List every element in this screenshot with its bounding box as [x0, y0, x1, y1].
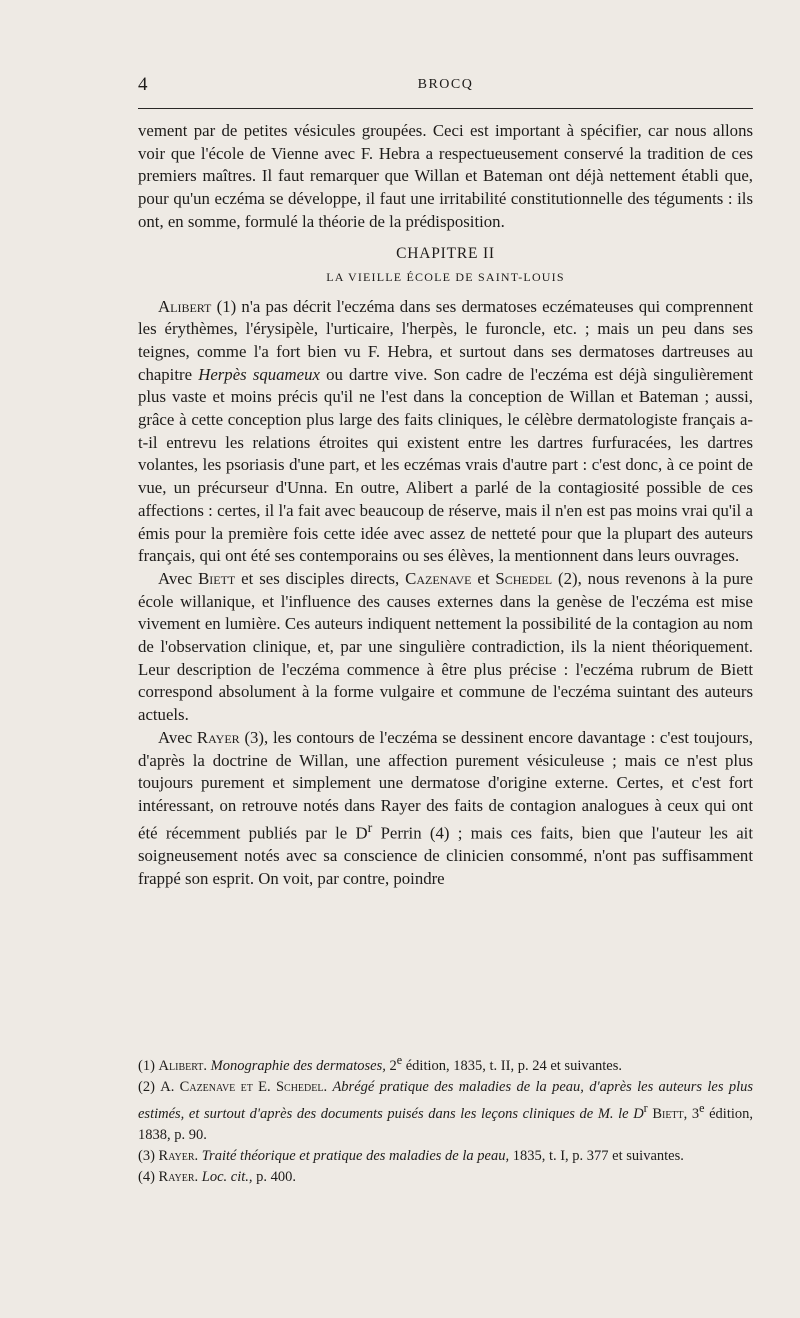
footnote-title: Monographie des dermatoses, [210, 1057, 386, 1074]
chapter-title: CHAPITRE II [396, 244, 495, 262]
footnote-title: Abrégé pratique des maladies de la peau, d'après les auteurs les plus estimés, et surtout d'après des documents puisés dans les leçons cliniques de M. le D [138, 1078, 753, 1122]
footnote-3 [138, 1146, 753, 1167]
running-head: BROCQ [417, 77, 474, 92]
paragraph-text: ou dartre vive. Son cadre de l'eczéma est déjà singulièrement plus vaste et moins précis qu'il ne l'est dans la conception de Willan et Bateman ; aussi, grâce à cette conception plus large des faits cliniques, le célèbre dermatologiste français a-t-il entrevu les relations étroites qui existent entre les dartres furfuracées, les dartres volantes, les psoriasis d'une part, et les eczémas vrais d'autre part : c'est donc, à ce point de vue, un précurseur d'Unna. En outre, Alibert a parlé de la contagiosité possible de ces affections : certes, il l'a fait avec beaucoup de réserve, mais il n'en est pas moins vrai qu'il a émis pour la première fois cette idée avec assez de netteté pour que la plupart des auteurs français, qui ont été ses contemporains ou ses élèves, la mentionnent dans leurs ouvrages. [138, 364, 753, 566]
footnote-title: Traité théorique et pratique des maladies de la peau, [201, 1147, 510, 1164]
superscript: e [396, 1053, 403, 1067]
body-text [138, 120, 753, 890]
paragraph-rayer [138, 727, 753, 891]
paragraph-text: (1) n'a pas décrit l'eczéma dans ses dermatoses eczémateuses qui comprennent les érythèmes, l'érysipèle, l'urticaire, l'herpès, le furoncle, etc. ; mais un peu dans ses teignes, comme l'a fort bien vu F. Hebra, et surtout dans ses dermatoses dartreuses au chapitre [138, 296, 753, 384]
footnote-text: 2 [385, 1057, 397, 1074]
footnote-number: (3) [138, 1147, 159, 1164]
footnote-author: Biett [652, 1105, 684, 1122]
superscript: r [643, 1100, 648, 1115]
footnote-text: 1835, t. I, p. 377 et suivantes. [509, 1147, 684, 1164]
superscript: e [699, 1100, 705, 1115]
footnote-text: édition, 1835, t. II, p. 24 et suivantes. [402, 1057, 623, 1074]
paragraph-text: (3), les contours de l'eczéma se dessinent encore davantage : c'est toujours, d'après la doctrine de Willan, une affection purement vésiculeuse ; mais ce n'est plus toujours purement et simplement une dermatose d'origine externe. Certes, et c'est fort intéressant, on retrouve notés dans Rayer des faits de contagion analogues à ceux qui ont été récemment publiés par le D [138, 727, 753, 843]
paragraph-text: et ses disciples directs, [235, 568, 406, 588]
paragraph-continuation: vement par de petites vésicules groupées. Ceci est important à spécifier, car nous allons voir que l'école de Vienne avec F. Hebra a respectueusement conservé la tradition de ces premiers maîtres. Il faut remarquer que Willan et Bateman ont déjà nettement établi que, pour qu'un eczéma se développe, il faut une irritabilité constitutionnelle des téguments : ils ont, en somme, formulé la théorie de la prédisposition. [138, 121, 753, 231]
footnote-text: , 3 [683, 1105, 700, 1122]
footnote-number: (2) [138, 1078, 161, 1095]
footnote-author: Rayer. [158, 1147, 199, 1164]
page-header [138, 74, 753, 100]
chapter-subtitle: LA VIEILLE ÉCOLE DE SAINT-LOUIS [326, 269, 565, 284]
footnote-author: Alibert. [158, 1057, 208, 1074]
footnote-author: A. Cazenave et E. Schedel. [160, 1078, 328, 1095]
paragraph-alibert [138, 296, 753, 568]
page-number: 4 [138, 74, 148, 95]
paragraph-biett [138, 568, 753, 727]
author-name: Biett [198, 568, 236, 588]
footnote-text: édition, 1838, p. 90. [138, 1105, 753, 1143]
paragraph-text: et [471, 568, 496, 588]
author-name: Cazenave [405, 568, 472, 588]
footnote-author: Rayer. [158, 1168, 199, 1185]
paragraph-text: Avec [158, 568, 199, 588]
footnote-number: (4) [138, 1168, 159, 1185]
footnote-number: (1) [138, 1057, 159, 1074]
footnotes [138, 1050, 753, 1188]
italic-term: Herpès squameux [198, 364, 320, 384]
superscript: r [367, 820, 373, 836]
footnote-4 [138, 1167, 753, 1188]
paragraph-text: Perrin (4) ; mais ces faits, bien que l'auteur les ait soigneusement notés avec sa conscience de clinicien consommé, n'ont pas suffisamment frappé son esprit. On voit, par contre, poindre [138, 823, 753, 888]
author-name: Rayer [196, 727, 240, 747]
footnote-2 [138, 1077, 753, 1146]
author-name: Schedel [495, 568, 553, 588]
author-name: Alibert [158, 296, 212, 316]
paragraph-text: Avec [158, 727, 197, 747]
footnote-text: p. 400. [252, 1168, 297, 1185]
paragraph-text: (2), nous revenons à la pure école willanique, et l'influence des causes externes dans la genèse de l'eczéma est mise vivement en lumière. Ces auteurs indiquent nettement la possibilité de la contagion au nom de l'observation clinique, et, par une singulière contradiction, ils la nient théoriquement. Leur description de l'eczéma commence à être plus précise : l'eczéma rubrum de Biett correspond absolument à la forme vulgaire et commune de l'eczéma suintant des auteurs actuels. [138, 568, 754, 725]
footnote-1 [138, 1050, 753, 1077]
header-rule [138, 108, 753, 109]
footnote-title: Loc. cit., [201, 1168, 253, 1185]
